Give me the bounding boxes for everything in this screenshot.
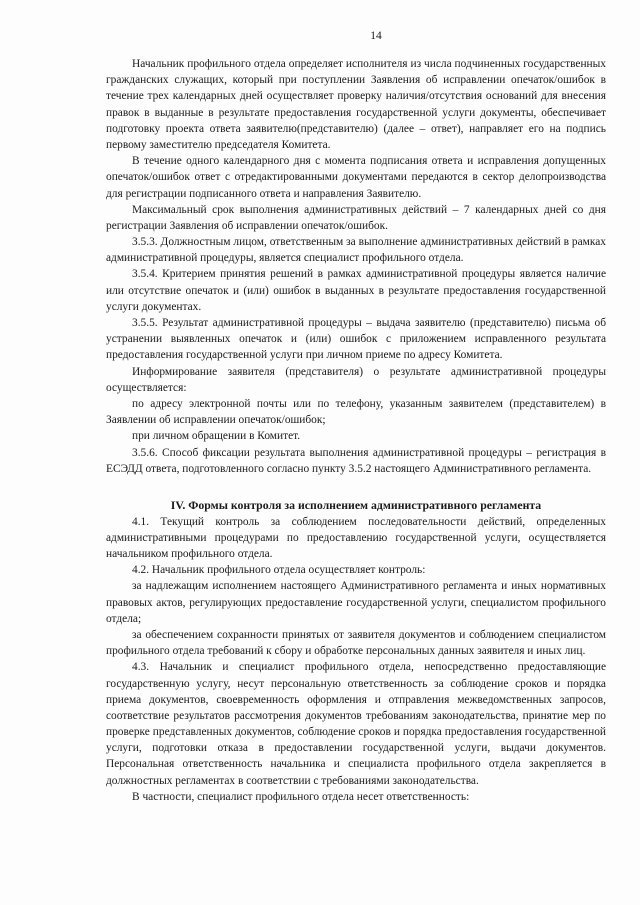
paragraph: 3.5.4. Критерием принятия решений в рамках административной процедуры является наличие или отсутствие опечаток и (или) ошибок в выданных в результате предоставления государственной услуги документах. [106,268,606,313]
paragraph: 4.1. Текущий контроль за соблюдением последовательности действий, определенных административными процедурами по предоставлению государственной услуги, осуществляется начальником профильного отдела. [106,515,606,560]
paragraph: Информирование заявителя (представителя) о результате административной процедуры осуществляется: [106,365,606,394]
paragraph: 4.3. Начальник и специалист профильного отдела, непосредственно предоставляющие государственную услугу, несут персональную ответственность за соблюдение сроков и порядка приема документов, своевременность оформления и отправления межведомственных запросов, соответствие результатов рассмотрения документов требованиям законодательства, принятие мер по проверке представленных документов, соблюдение сроков и порядка предоставления государственной услуги, подготовки отказа в предоставлении государственной услуги, выдачи документов. Персональная ответственность начальника и специалиста профильного отдела закрепляется в должностных регламентах в соответствии с требованиями законодательства. [106,661,606,787]
paragraph: В частности, специалист профильного отдела несет ответственность: [132,790,470,803]
section-heading: IV. Формы контроля за исполнением административного регламента [170,497,542,512]
paragraph: 3.5.6. Способ фиксации результата выполнения административной процедуры – регистрация в ЕСЭДД ответа, подготовленного согласно пункту 3.5.2 настоящего Административного регламента. [106,446,606,475]
paragraph: 3.5.3. Должностным лицом, ответственным за выполнение административных действий в рамках административной процедуры, является специалист профильного отдела. [106,236,606,265]
page-number: 14 [370,30,382,42]
paragraph: при личном обращении в Комитет. [132,430,301,443]
paragraph: Максимальный срок выполнения административных действий – 7 календарных дней со дня регистрации Заявления об исправлении опечаток/ошибок. [106,203,606,232]
paragraph: за обеспечением сохранности принятых от заявителя документов и соблюдением специалистом профильного отдела требований к сбору и обработке персональных данных заявителя и иных лиц. [106,628,606,658]
paragraph: Начальник профильного отдела определяет исполнителя из числа подчиненных государственных гражданских служащих, который при поступлении Заявления об исправлении опечаток/ошибок в течение трех календарных дней осуществляет проверку наличия/отсутствия оснований для внесения правок в выданные в результате предоставления государственной услуги документы, обеспечивает подготовку проекта ответа заявителю(представителю) (далее – ответ), направляет его на подпись первому заместителю председателя Комитета. [106,58,606,151]
paragraph: по адресу электронной почты или по телефону, указанным заявителем (представителем) в Заявлении об исправлении опечаток/ошибок; [106,397,606,427]
paragraph: за надлежащим исполнением настоящего Административного регламента и иных нормативных правовых актов, регулирующих предоставление государственной услуги, специалистом профильного отдела; [106,580,606,625]
paragraph: 4.2. Начальник профильного отдела осуществляет контроль: [132,564,426,577]
paragraph: 3.5.5. Результат административной процедуры – выдача заявителю (представителю) письма об устранении выявленных опечаток и (или) ошибок с приложением исправленного результата предоставления государственной услуги при личном приеме по адресу Комитета. [106,317,606,362]
document-body [106,56,606,805]
paragraph: В течение одного календарного дня с момента подписания ответа и исправления допущенных опечаток/ошибок ответ с отредактированными документами передаются в сектор делопроизводства для регистрации подписанного ответа и направления Заявителю. [106,155,606,200]
